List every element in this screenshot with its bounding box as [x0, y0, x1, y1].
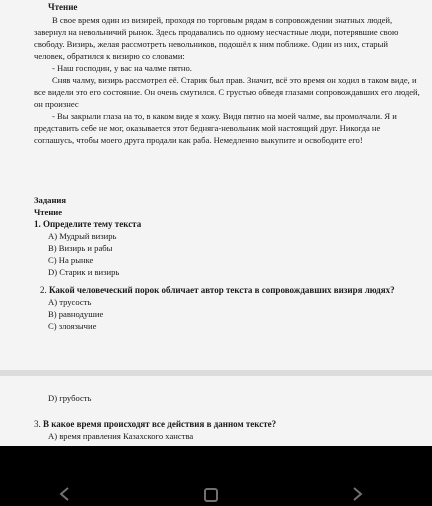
question-number: 1.	[34, 219, 41, 229]
navigation-bar	[0, 446, 432, 506]
option: В) Визирь и рабы	[48, 243, 113, 253]
home-icon[interactable]	[203, 487, 219, 503]
question-text: Какой человеческий порок обличает автор текста в сопровождавших визиря людях?	[49, 285, 395, 295]
question-2-continued	[34, 392, 420, 404]
recents-icon[interactable]	[350, 486, 364, 502]
document-page-2	[0, 376, 432, 446]
paragraph: - Наш господин, у вас на чалме пятно.	[52, 63, 192, 73]
back-icon[interactable]	[58, 486, 72, 502]
tasks-subheading: Чтение	[34, 207, 63, 217]
question-2	[34, 284, 420, 296]
option: А) трусость	[48, 297, 92, 307]
option: D) грубость	[48, 393, 92, 403]
option: А) время правления Казахского ханства	[48, 431, 194, 441]
question-text: Определите тему текста	[43, 219, 142, 229]
question-1	[34, 218, 420, 230]
paragraph: Сняв чалму, визирь рассмотрел её. Старик был прав. Значит, всё это время он ходил в таком виде, и все видели это его состояние. Он очень смутился. С грустью обведя глазами сопровождавших его людей, он произнес	[34, 75, 420, 109]
question-number: 3.	[34, 419, 41, 429]
option: А) Мудрый визирь	[48, 231, 117, 241]
paragraph: В свое время один из визирей, проходя по торговым рядам в сопровождении знатных людей, завернул на невольничий рынок. Здесь продавались по одному несчастные люди, потерявшие свою свободу. Визирь, желая рассмотреть невольников, подошёл к ним поближе. Один из них, старый человек, обратился к визирю со словами:	[34, 15, 399, 61]
tasks-heading: Задания	[34, 195, 67, 205]
option: D) Старик и визирь	[48, 267, 120, 277]
option: С) На рынке	[48, 255, 94, 265]
option: В) равнодушие	[48, 309, 104, 319]
question-3	[34, 418, 420, 442]
question-number: 2.	[40, 285, 47, 295]
question-text: В какое время происходят все действия в данном тексте?	[43, 419, 277, 429]
reading-text	[34, 14, 420, 146]
option: С) злоязычие	[48, 321, 97, 331]
reading-title: Чтение	[48, 2, 78, 12]
tasks-section	[34, 194, 420, 332]
paragraph: - Вы закрыли глаза на то, в каком виде я хожу. Видя пятно на моей чалме, вы промолчали. Я и представить себе не мог, оказывается этот бедняга-невольник мой настоящий друг. Никогда не соглашусь, чтобы моего друга продали как раба. Немедленно выкупите и освободите его!	[34, 111, 397, 145]
